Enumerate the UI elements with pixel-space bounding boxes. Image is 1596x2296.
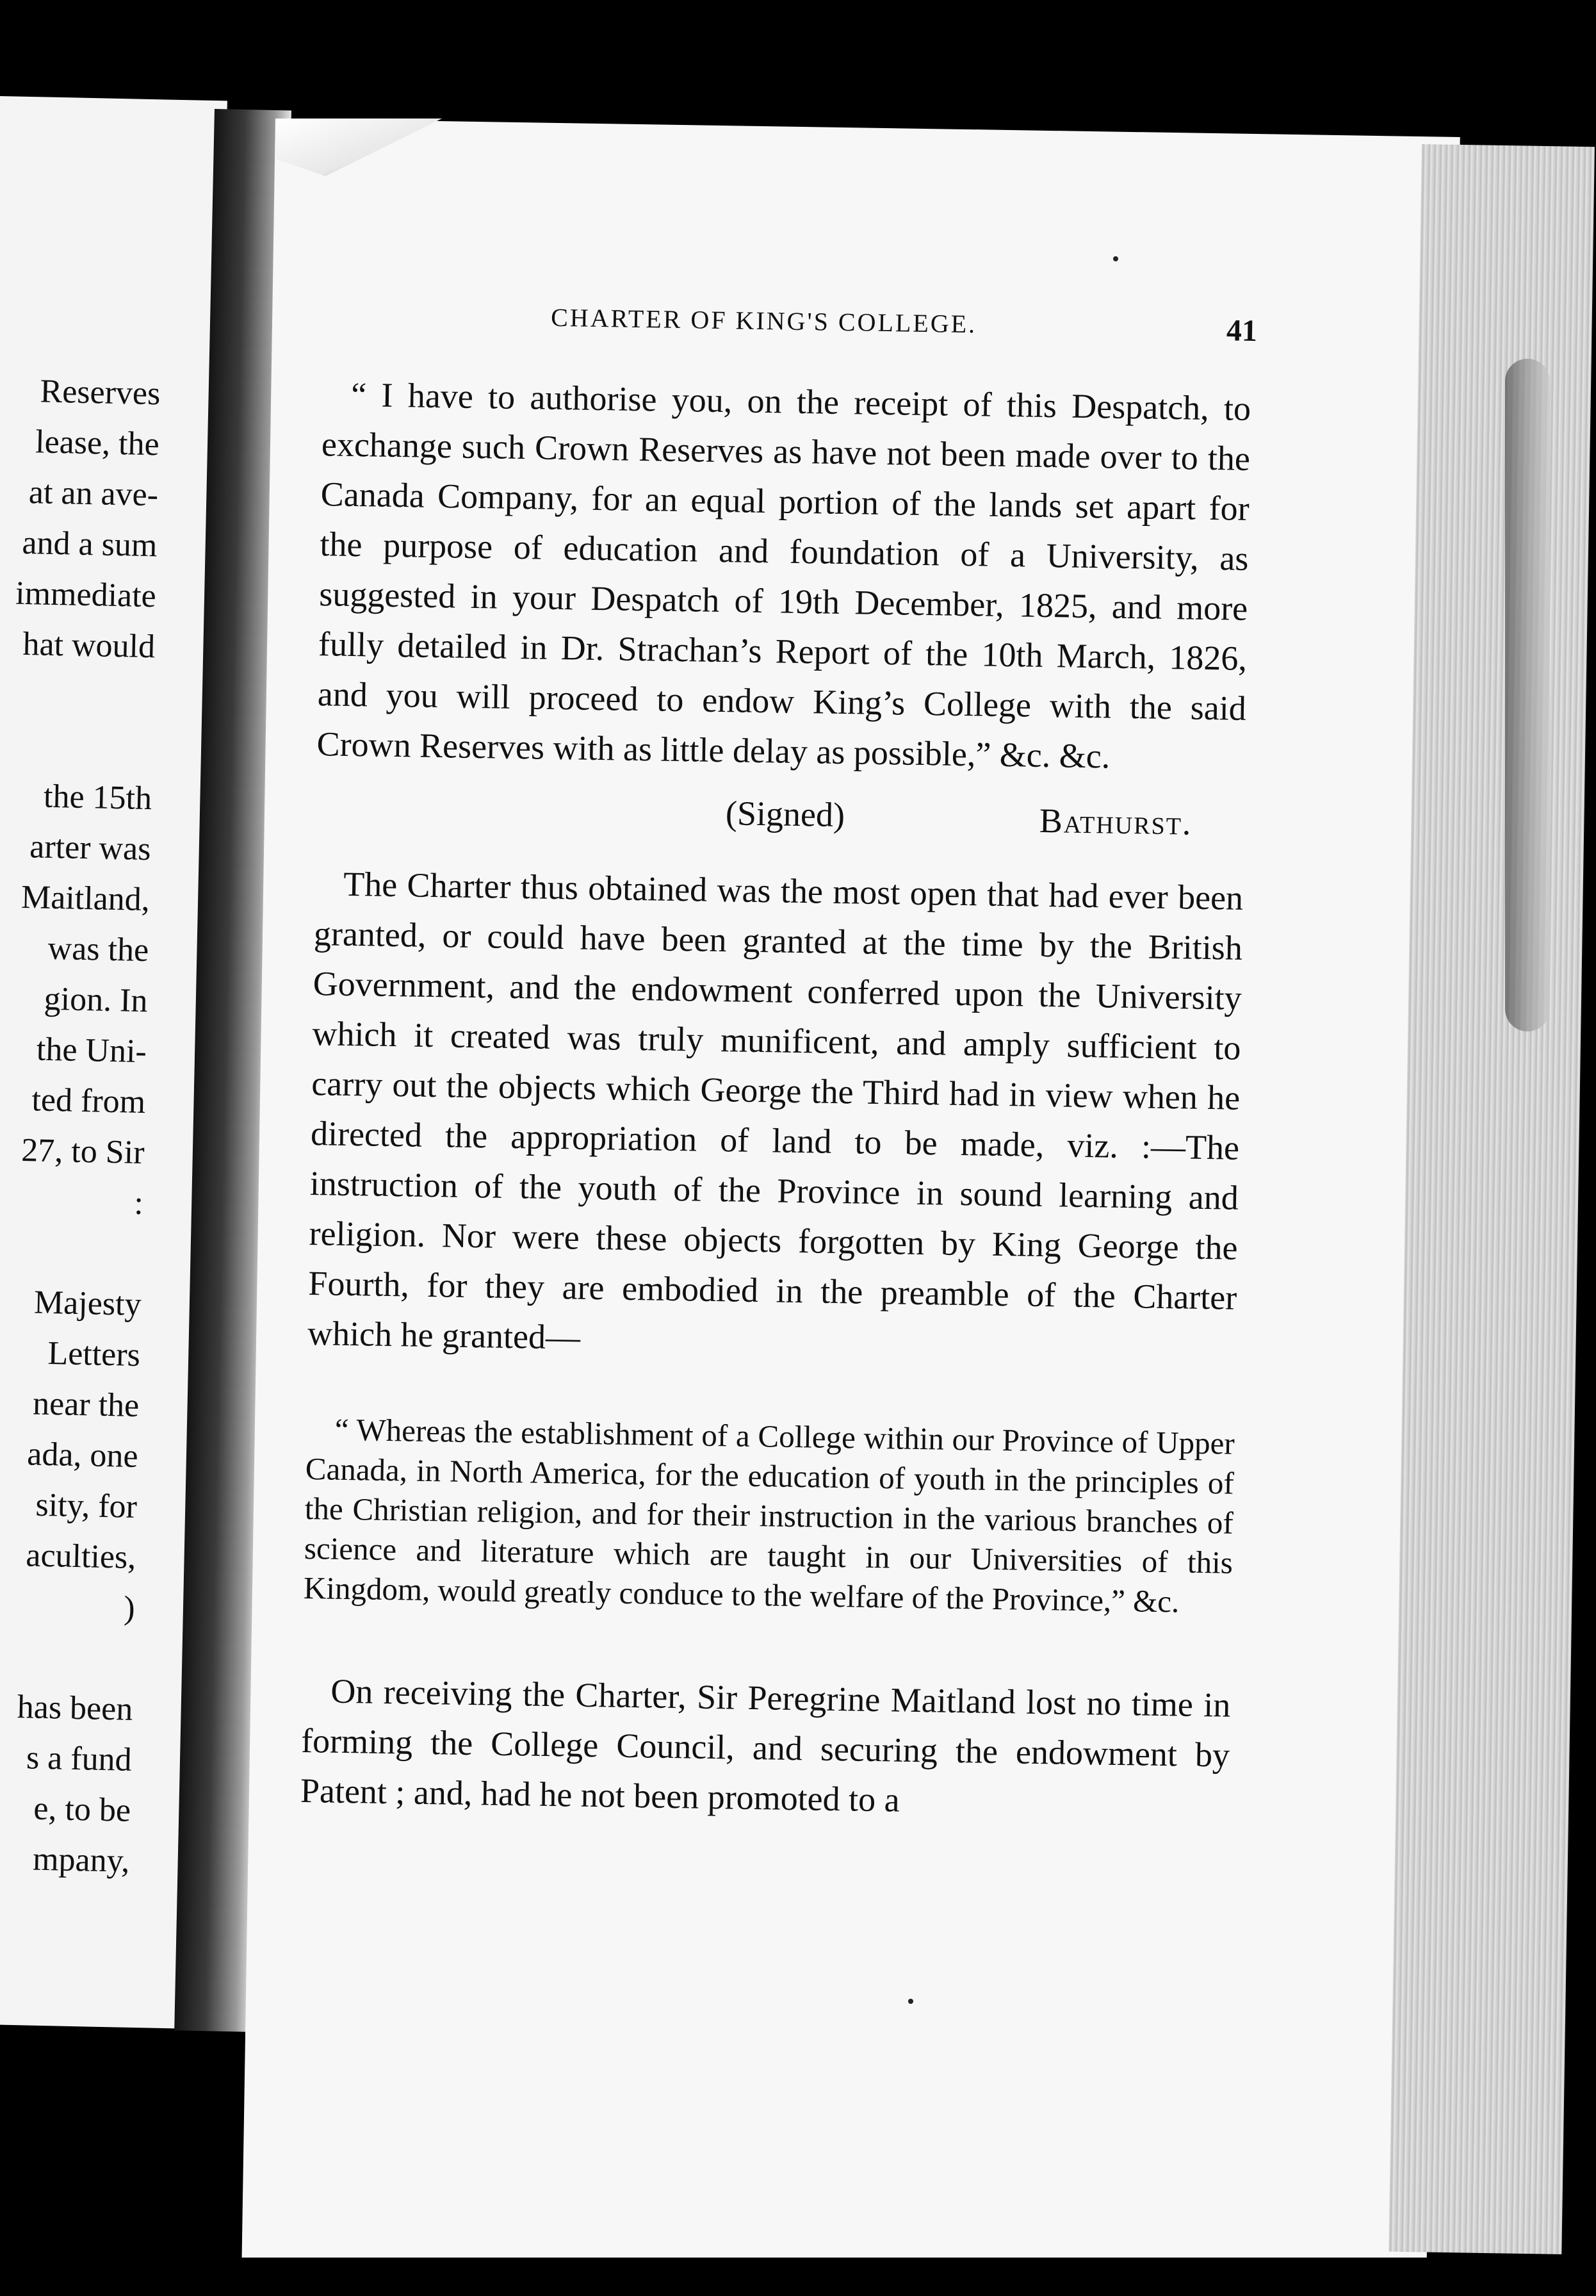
- left-line: Maitland,: [20, 878, 151, 919]
- left-line: aculties,: [25, 1537, 136, 1576]
- left-line: [13, 669, 154, 723]
- right-page: [242, 119, 1460, 2277]
- left-line: was the: [47, 930, 149, 969]
- left-line: ): [123, 1589, 136, 1627]
- left-line: 27, to Sir: [20, 1132, 145, 1172]
- signer-name: Bathurst.: [1039, 801, 1193, 842]
- running-head: CHARTER OF KING'S COLLEGE.: [550, 302, 977, 339]
- page-block-edge: [1388, 144, 1595, 2254]
- left-line: the Uni-: [36, 1031, 147, 1070]
- left-line: immediate: [15, 575, 157, 615]
- left-line: arter was: [29, 828, 152, 868]
- left-line: near the: [32, 1385, 140, 1424]
- left-line: :: [133, 1185, 144, 1222]
- left-line: e, to be: [33, 1790, 131, 1829]
- left-line: ada, one: [26, 1436, 139, 1475]
- left-line: at an ave-: [28, 474, 159, 514]
- left-line: [1, 1226, 143, 1279]
- left-line: the 15th: [43, 778, 152, 817]
- despatch-quote: “ I have to authorise you, on the receipt of this Despatch, to exchange such Crown Reserves as have not been made over to the Canada Company, for an equal portion of the lands set apart for the purpose of education and foundation of a University, as suggested in your Despatch of 19th December, 1825, and more fully detailed in Dr. Strachan’s Report of the 10th March, 1826, and you will proceed to endow King’s College with the said Crown Reserves with as little delay as possible,” &c. &c.: [316, 375, 1251, 776]
- left-line: hat would: [22, 625, 156, 666]
- left-line: and a sum: [21, 524, 158, 564]
- left-line: sity, for: [35, 1486, 138, 1525]
- ink-speck: [1113, 256, 1118, 261]
- left-line: [0, 1630, 134, 1684]
- left-line: ted from: [31, 1081, 146, 1121]
- left-line: has been: [17, 1689, 133, 1728]
- page-body: [300, 369, 1251, 1830]
- left-line: gion. In: [44, 980, 149, 1020]
- paragraph-charter-obtained: The Charter thus obtained was the most open that had ever been granted, or could have been granted at the time by the British Government, and the endowment conferred upon the University which it created was truly munificent, and amply sufficient to carry out the objects which George the Third had in view when he directed the appropriation of land to be made, viz. :—The instruction of the youth of the Province in sound learning and religion. Nor were these objects forgotten by King George the Fourth, for they are embodied in the preamble of the Charter which he granted—: [307, 864, 1244, 1357]
- paragraph-receiving-charter: On receiving the Charter, Sir Peregrine Maitland lost no time in forming the College Council, and securing the endowment by Patent ; and, had he not been promoted to a: [300, 1671, 1231, 1819]
- left-line: Majesty: [33, 1284, 142, 1324]
- page-edge-curl: [1505, 359, 1550, 1031]
- ink-speck: [908, 1999, 913, 2004]
- left-page-text: [0, 366, 161, 1887]
- left-line: lease, the: [35, 423, 160, 463]
- left-line: s a fund: [26, 1739, 133, 1778]
- signature-line: [315, 782, 1244, 848]
- left-line: mpany,: [32, 1841, 130, 1880]
- left-line: Reserves: [40, 373, 161, 413]
- signed-label: (Signed): [725, 794, 845, 835]
- page-number: 41: [1226, 313, 1258, 348]
- scan-background: [0, 2258, 1596, 2296]
- left-line: [12, 720, 153, 774]
- left-line: Letters: [47, 1334, 141, 1374]
- page-header: [272, 298, 1458, 361]
- charter-preamble-quote: “ Whereas the establishment of a College within our Province of Upper Canada, in North America, for the education of youth in the principles of the Christian religion, and for their instruction in the various branches of science and literature which are taught in our Universities of this Kingdom, would greatly conduce to the welfare of the Province,” &c.: [303, 1411, 1235, 1620]
